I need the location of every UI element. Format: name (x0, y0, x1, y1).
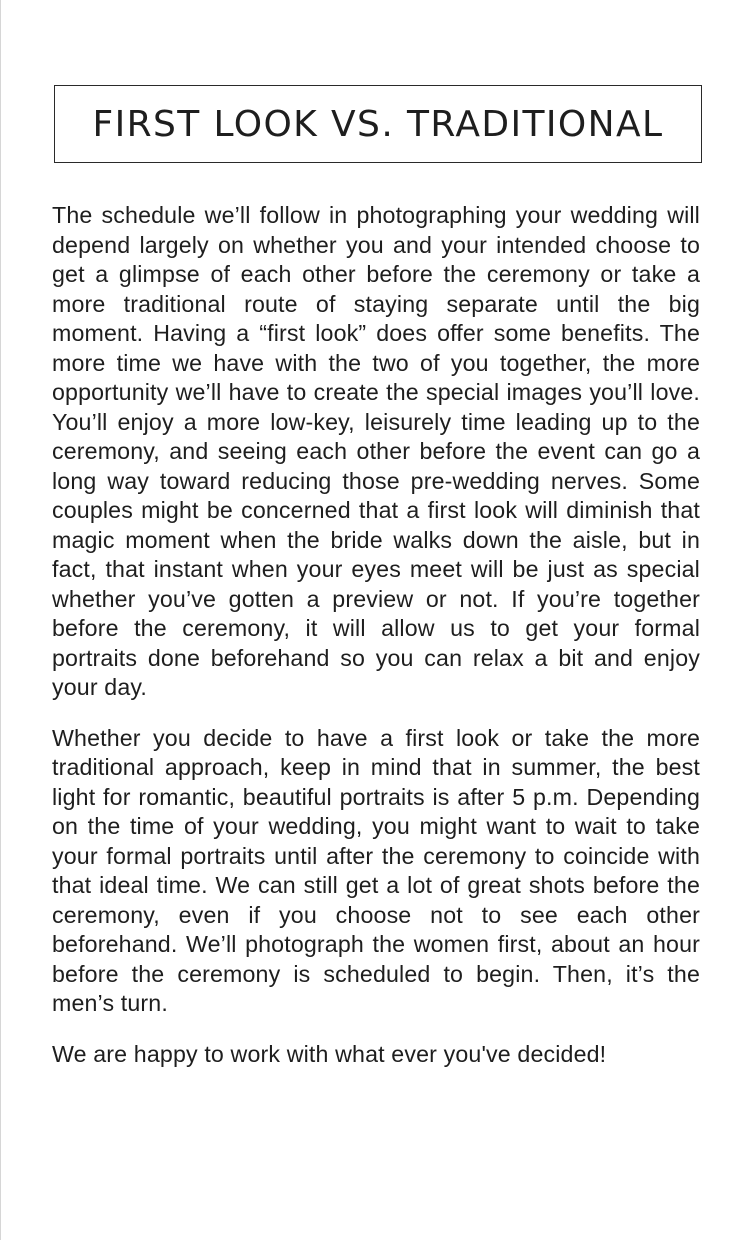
title-box (54, 85, 702, 163)
paragraph-first-look: The schedule we’ll follow in photographing your wedding will depend largely on whether you and your intended choose to get a glimpse of each other before the ceremony or take a more traditional route of staying separate until the big moment. Having a “first look” does offer some benefits. The more time we have with the two of you together, the more opportunity we’ll have to create the special images you’ll love. You’ll enjoy a more low-key, leisurely time leading up to the ceremony, and seeing each other before the event can go a long way toward reducing those pre-wedding nerves. Some couples might be concerned that a first look will diminish that magic moment when the bride walks down the aisle, but in fact, that instant when your eyes meet will be just as special whether you’ve gotten a preview or not. If you’re together before the ceremony, it will allow us to get your formal portraits done beforehand so you can relax a bit and enjoy your day. (52, 202, 700, 700)
page-title: FIRST LOOK VS. TRADITIONAL (92, 103, 664, 145)
body-text (52, 201, 700, 1090)
paragraph-timing: Whether you decide to have a first look or take the more traditional approach, keep in mind that in summer, the best light for romantic, beautiful portraits is after 5 p.m. Depending on the time of your wedding, you might want to wait to take your formal portraits until after the ceremony to coincide with that ideal time. We can still get a lot of great shots before the ceremony, even if you choose not to see each other beforehand. We’ll photograph the women first, about an hour before the ceremony is scheduled to begin. Then, it’s the men’s turn. (52, 724, 700, 1016)
paragraph-closing: We are happy to work with what ever you've decided! (52, 1040, 607, 1067)
page-edge (0, 0, 1, 1240)
